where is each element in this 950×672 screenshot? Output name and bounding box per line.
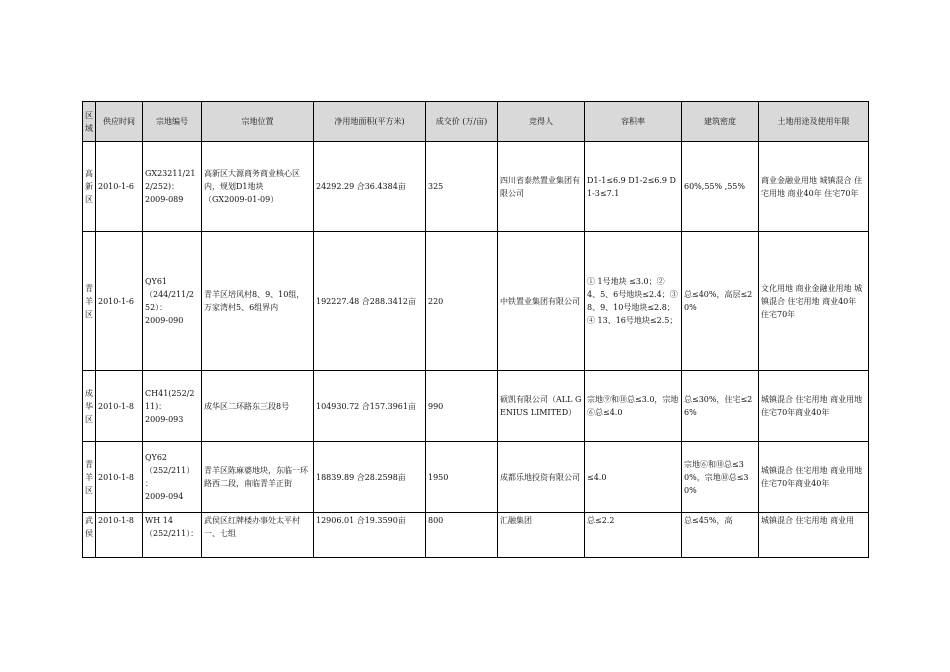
cell-density: 总≤30%，住宅≤26% <box>682 371 759 442</box>
land-transaction-table <box>82 101 869 558</box>
cell-usage: 城镇混合 住宅用地 商业用 <box>759 513 869 558</box>
cell-price: 990 <box>426 371 498 442</box>
cell-usage: 商业金融业用地 城镇混合 住宅用地 商业40年 住宅70年 <box>759 142 869 232</box>
header-date: 供应时间 <box>96 102 143 142</box>
cell-price: 800 <box>426 513 498 558</box>
cell-district: 武侯 <box>83 513 96 558</box>
cell-area: 192227.48 合288.3412亩 <box>314 232 426 371</box>
cell-location: 青羊区培风村8、9、10组，万家湾村5、6组界内 <box>202 232 314 371</box>
cell-buyer: 四川省泰然置业集团有限公司 <box>498 142 585 232</box>
cell-buyer: 汇融集团 <box>498 513 585 558</box>
header-price: 成交价 (万/亩) <box>426 102 498 142</box>
cell-usage: 城镇混合 住宅用地 商业用地 住宅70年商业40年 <box>759 442 869 513</box>
table-row <box>83 371 869 442</box>
cell-date: 2010-1-8 <box>96 442 143 513</box>
cell-date: 2010-1-8 <box>96 371 143 442</box>
header-usage: 土地用途及使用年限 <box>759 102 869 142</box>
cell-location: 成华区二环路东三段8号 <box>202 371 314 442</box>
cell-usage: 文化用地 商业金融业用地 城镇混合 住宅用地 商业40年 住宅70年 <box>759 232 869 371</box>
cell-buyer: 中铁置业集团有限公司 <box>498 232 585 371</box>
header-buyer: 竞得人 <box>498 102 585 142</box>
header-row <box>83 102 869 142</box>
table-row <box>83 142 869 232</box>
cell-density: 宗地⑥和⑩总≤30%，宗地⑩总≤30% <box>682 442 759 513</box>
cell-parcel-no: QY62 （252/211） ： 2009-094 <box>143 442 202 513</box>
cell-district: 青羊区 <box>83 232 96 371</box>
header-location: 宗地位置 <box>202 102 314 142</box>
cell-far: D1-1≤6.9 D1-2≤6.9 D1-3≤7.1 <box>585 142 682 232</box>
table-row <box>83 232 869 371</box>
cell-district: 成华区 <box>83 371 96 442</box>
table-row <box>83 442 869 513</box>
cell-far: 总≤2.2 <box>585 513 682 558</box>
cell-price: 325 <box>426 142 498 232</box>
cell-area: 24292.29 合36.4384亩 <box>314 142 426 232</box>
cell-district: 高新区 <box>83 142 96 232</box>
header-far: 容积率 <box>585 102 682 142</box>
cell-date: 2010-1-6 <box>96 142 143 232</box>
header-parcel-no: 宗地编号 <box>143 102 202 142</box>
cell-parcel-no: GX23211/212/252)： 2009-089 <box>143 142 202 232</box>
cell-area: 104930.72 合157.3961亩 <box>314 371 426 442</box>
cell-price: 1950 <box>426 442 498 513</box>
cell-far: ① 1号地块 ≤3.0；② 4、5、6号地块≤2.4；③ 8、9、10号地块≤2.8；④ 13、16号地块≤2.5； <box>585 232 682 371</box>
cell-parcel-no: CH41(252/211)： 2009-093 <box>143 371 202 442</box>
cell-location: 高新区大源商务商业核心区内，规划D1地块 （GX2009-01-09） <box>202 142 314 232</box>
cell-buyer: 成都乐地投资有限公司 <box>498 442 585 513</box>
cell-far: ≤4.0 <box>585 442 682 513</box>
cell-date: 2010-1-6 <box>96 232 143 371</box>
header-district: 区域 <box>83 102 96 142</box>
cell-location: 青羊区陈麻婆地块，东临一环路西二段，南临青羊正街 <box>202 442 314 513</box>
cell-district: 青羊区 <box>83 442 96 513</box>
cell-parcel-no: QY61 （244/211/252）： 2009-090 <box>143 232 202 371</box>
cell-date: 2010-1-8 <box>96 513 143 558</box>
table-row <box>83 513 869 558</box>
cell-location: 武侯区红牌楼办事处太平村一、七组 <box>202 513 314 558</box>
cell-area: 18839.89 合28.2598亩 <box>314 442 426 513</box>
cell-density: 总≤45%，高 <box>682 513 759 558</box>
cell-density: 总≤40%，高层≤20% <box>682 232 759 371</box>
cell-buyer: 硕凯有限公司（ALL GENIUS LIMITED） <box>498 371 585 442</box>
header-area: 净用地面积(平方米) <box>314 102 426 142</box>
cell-density: 60%,55% ,55% <box>682 142 759 232</box>
header-density: 建筑密度 <box>682 102 759 142</box>
cell-price: 220 <box>426 232 498 371</box>
cell-area: 12906.01 合19.3590亩 <box>314 513 426 558</box>
cell-usage: 城镇混合 住宅用地 商业用地 住宅70年商业40年 <box>759 371 869 442</box>
cell-parcel-no: WH 14 （252/211）： <box>143 513 202 558</box>
cell-far: 宗地⑨和⑩总≤3.0，宗地⑥总≤4.0 <box>585 371 682 442</box>
